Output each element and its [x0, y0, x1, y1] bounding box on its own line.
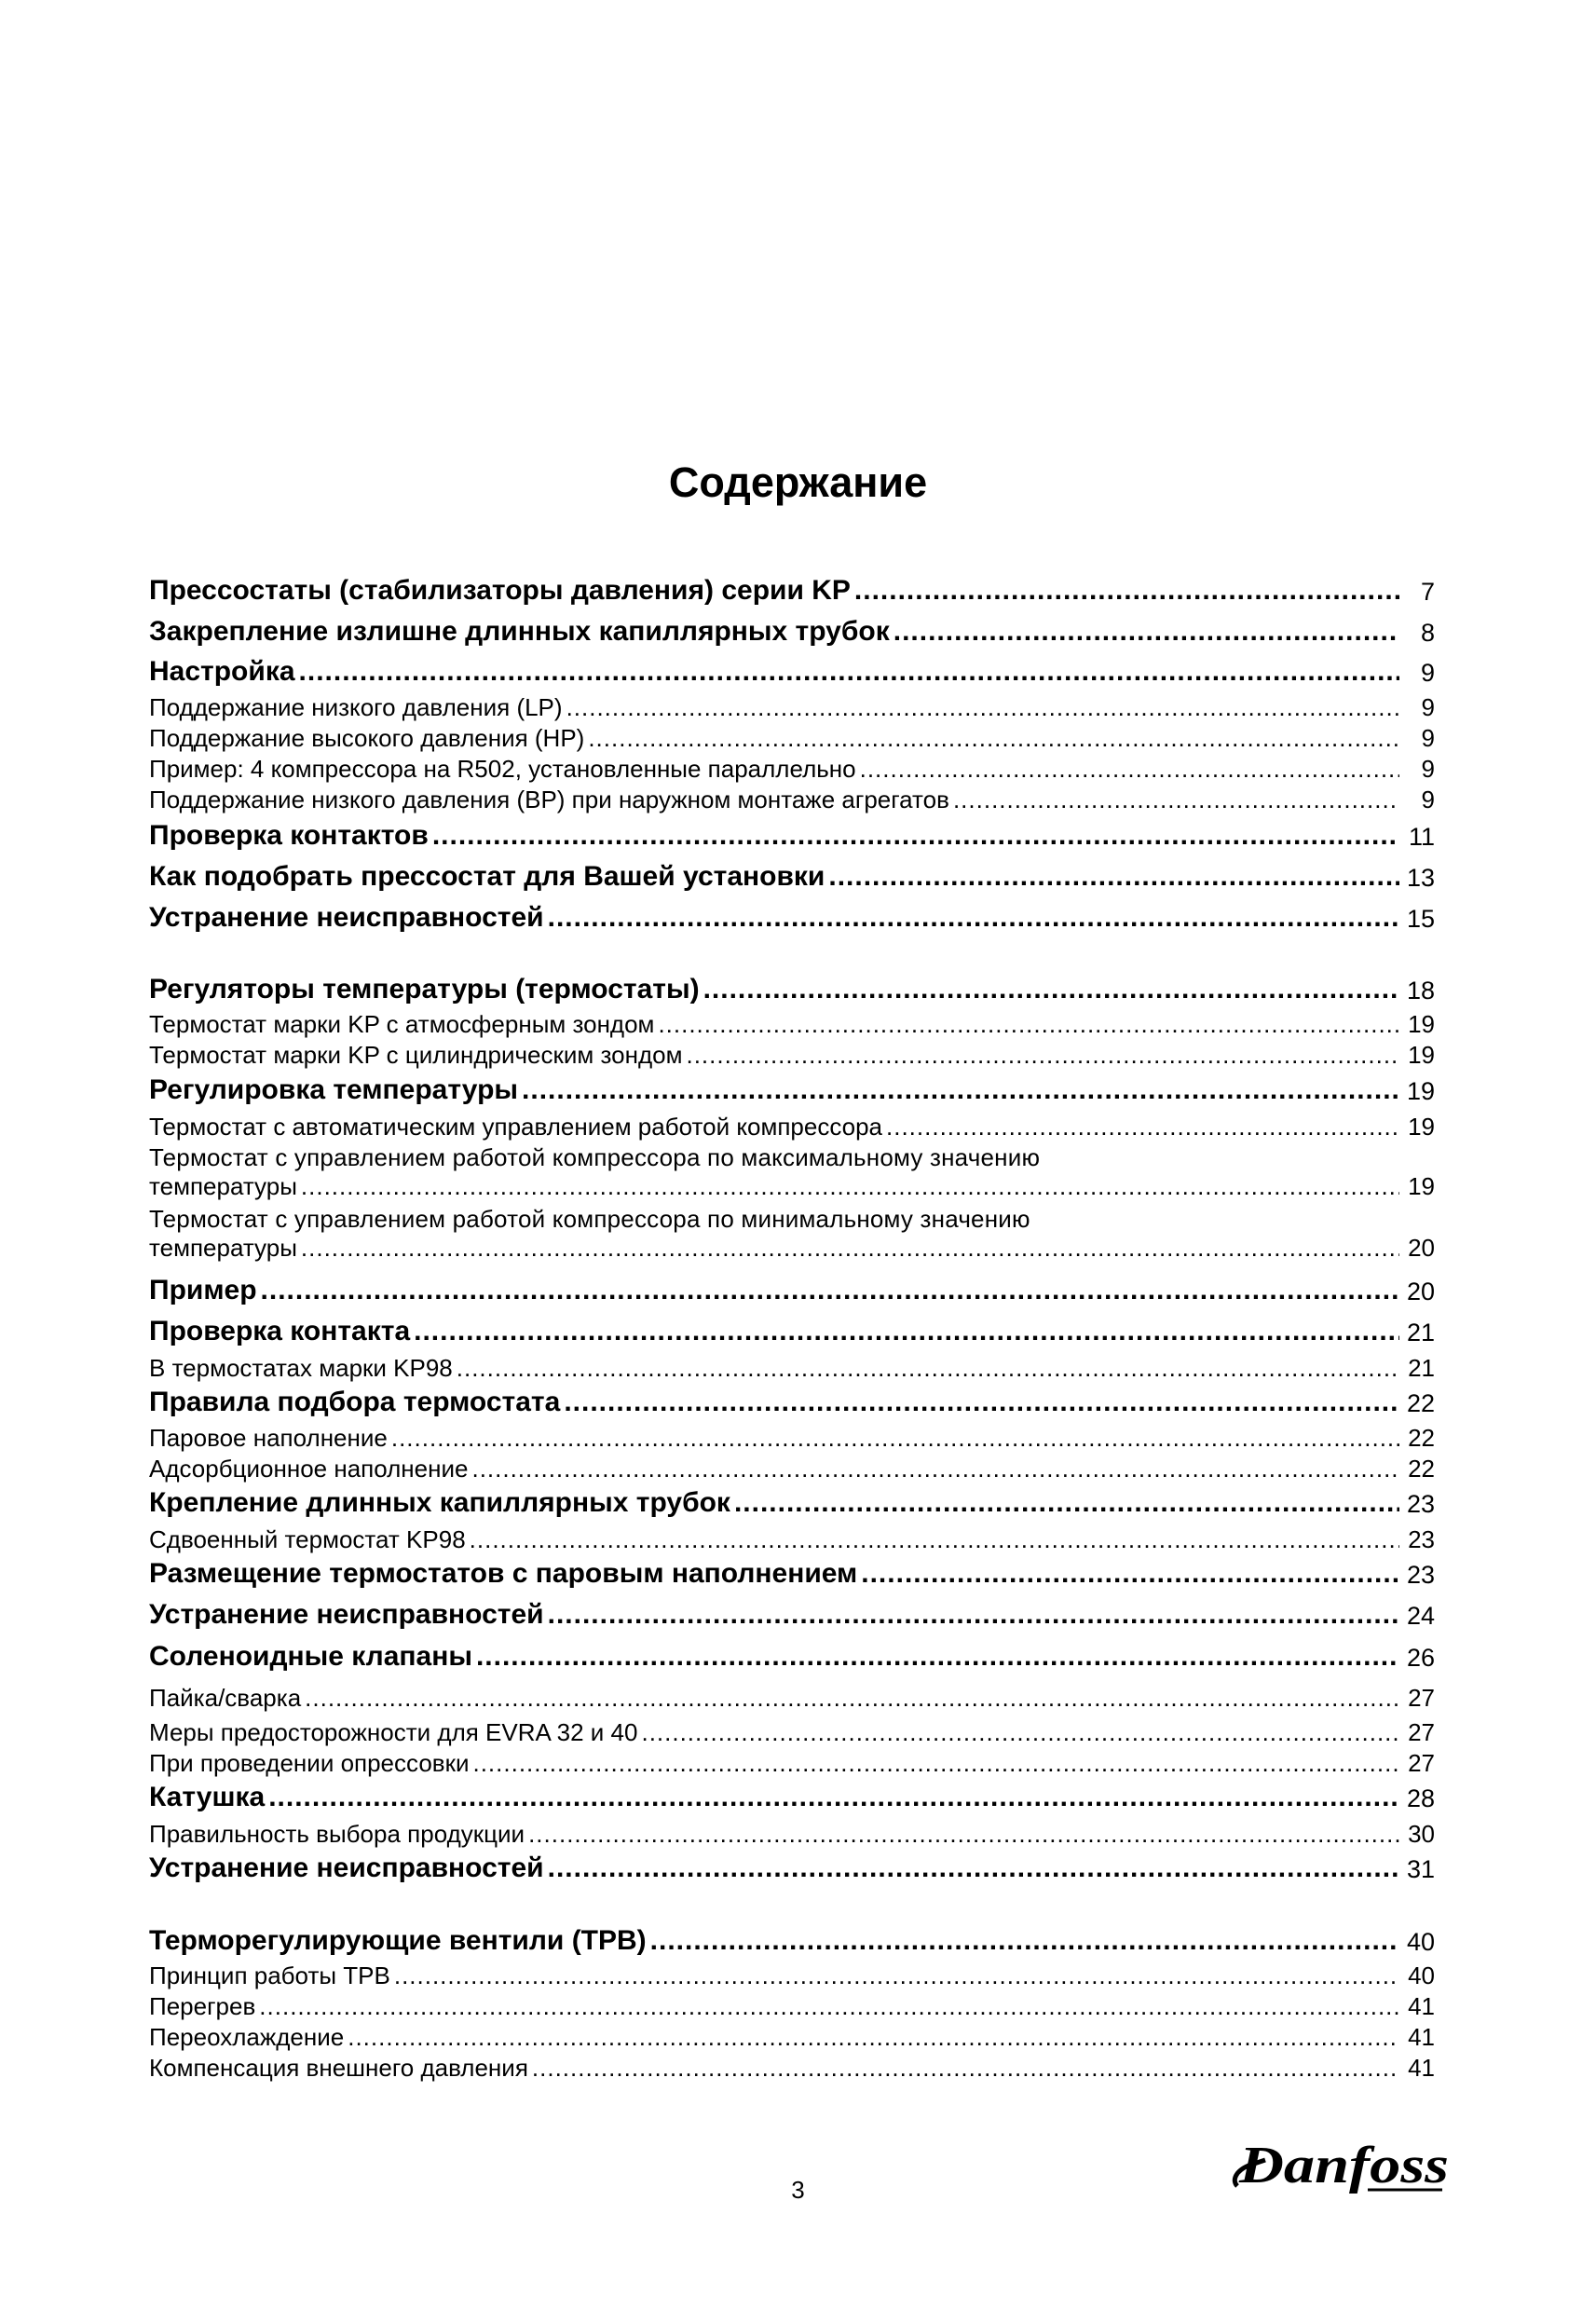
- toc-subentry[interactable]: Пример: 4 компрессора на R502, установленные параллельно ..... 9: [149, 755, 1435, 784]
- toc-subentry[interactable]: Термостат с управлением работой компрессора по максимальному значению температуры ..... 19: [149, 1143, 1435, 1201]
- toc-entry[interactable]: Проверка контактов ..... 11: [149, 820, 1435, 852]
- toc-subentry[interactable]: Термостат марки KP с атмосферным зондом ..... 19: [149, 1010, 1435, 1039]
- page-title: Содержание: [668, 458, 928, 506]
- toc-entry[interactable]: Правила подбора термостата ..... 22: [149, 1387, 1435, 1418]
- toc-subentry[interactable]: В термостатах марки KP98 ..... 21: [149, 1354, 1435, 1383]
- toc-entry[interactable]: Соленоидные клапаны ..... 26: [149, 1641, 1435, 1673]
- toc-subentry[interactable]: Поддержание низкого давления (LP) ..... 9: [149, 693, 1435, 722]
- toc-subentry[interactable]: Правильность выбора продукции ..... 30: [149, 1820, 1435, 1849]
- toc-entry[interactable]: Устранение неисправностей ..... 15: [149, 902, 1435, 934]
- toc-subentry[interactable]: Пайка/сварка ..... 27: [149, 1684, 1435, 1713]
- toc-subentry[interactable]: Компенсация внешнего давления ..... 41: [149, 2054, 1435, 2083]
- toc-entry[interactable]: Как подобрать прессостат для Вашей установки ..... 13: [149, 861, 1435, 893]
- toc-entry[interactable]: Прессостаты (стабилизаторы давления) серии KP ..... 7: [149, 575, 1435, 607]
- toc-entry[interactable]: Устранение неисправностей ..... 31: [149, 1852, 1435, 1884]
- page-number: 3: [791, 2176, 805, 2204]
- toc-entry[interactable]: Размещение термостатов с паровым наполнением ..... 23: [149, 1558, 1435, 1590]
- toc-entry[interactable]: Регулировка температуры ..... 19: [149, 1074, 1435, 1106]
- toc-entry[interactable]: Проверка контакта ..... 21: [149, 1316, 1435, 1347]
- toc-subentry[interactable]: Термостат марки KP с цилиндрическим зондом ..... 19: [149, 1041, 1435, 1070]
- toc-entry[interactable]: Устранение неисправностей ..... 24: [149, 1599, 1435, 1631]
- toc-entry[interactable]: Катушка ..... 28: [149, 1782, 1435, 1813]
- danfoss-logo-icon: [1228, 2132, 1457, 2202]
- logo-wordmark: Danfoss: [1237, 2137, 1449, 2194]
- toc-subentry[interactable]: Сдвоенный термостат KP98 ..... 23: [149, 1525, 1435, 1554]
- toc-subentry[interactable]: Адсорбционное наполнение ..... 22: [149, 1455, 1435, 1483]
- toc-entry[interactable]: Регуляторы температуры (термостаты) ..... 18: [149, 974, 1435, 1005]
- danfoss-logo-svg: [1228, 2132, 1457, 2197]
- toc-subentry[interactable]: Поддержание низкого давления (BP) при наружном монтаже агрегатов ..... 9: [149, 786, 1435, 814]
- toc-subentry[interactable]: Переохлаждение ..... 41: [149, 2023, 1435, 2052]
- toc-subentry[interactable]: Перегрев ..... 41: [149, 1992, 1435, 2021]
- toc-subentry[interactable]: Термостат с управлением работой компрессора по минимальному значению температуры ..... 20: [149, 1205, 1435, 1263]
- toc-entry[interactable]: Пример ..... 20: [149, 1275, 1435, 1306]
- toc-entry[interactable]: Закрепление излишне длинных капиллярных трубок ..... 8: [149, 616, 1435, 648]
- toc-subentry[interactable]: При проведении опрессовки ..... 27: [149, 1749, 1435, 1778]
- toc-entry[interactable]: Крепление длинных капиллярных трубок ..... 23: [149, 1487, 1435, 1519]
- toc-subentry[interactable]: Паровое наполнение ..... 22: [149, 1424, 1435, 1453]
- toc-subentry[interactable]: Термостат с автоматическим управлением работой компрессора ..... 19: [149, 1113, 1435, 1141]
- toc-subentry[interactable]: Меры предосторожности для EVRA 32 и 40 ..... 27: [149, 1718, 1435, 1747]
- toc-entry[interactable]: Терморегулирующие вентили (ТРВ) ..... 40: [149, 1925, 1435, 1957]
- toc-subentry[interactable]: Поддержание высокого давления (HP) ..... 9: [149, 724, 1435, 753]
- toc-subentry[interactable]: Принцип работы ТРВ ..... 40: [149, 1961, 1435, 1990]
- toc-entry[interactable]: Настройка ..... 9: [149, 656, 1435, 688]
